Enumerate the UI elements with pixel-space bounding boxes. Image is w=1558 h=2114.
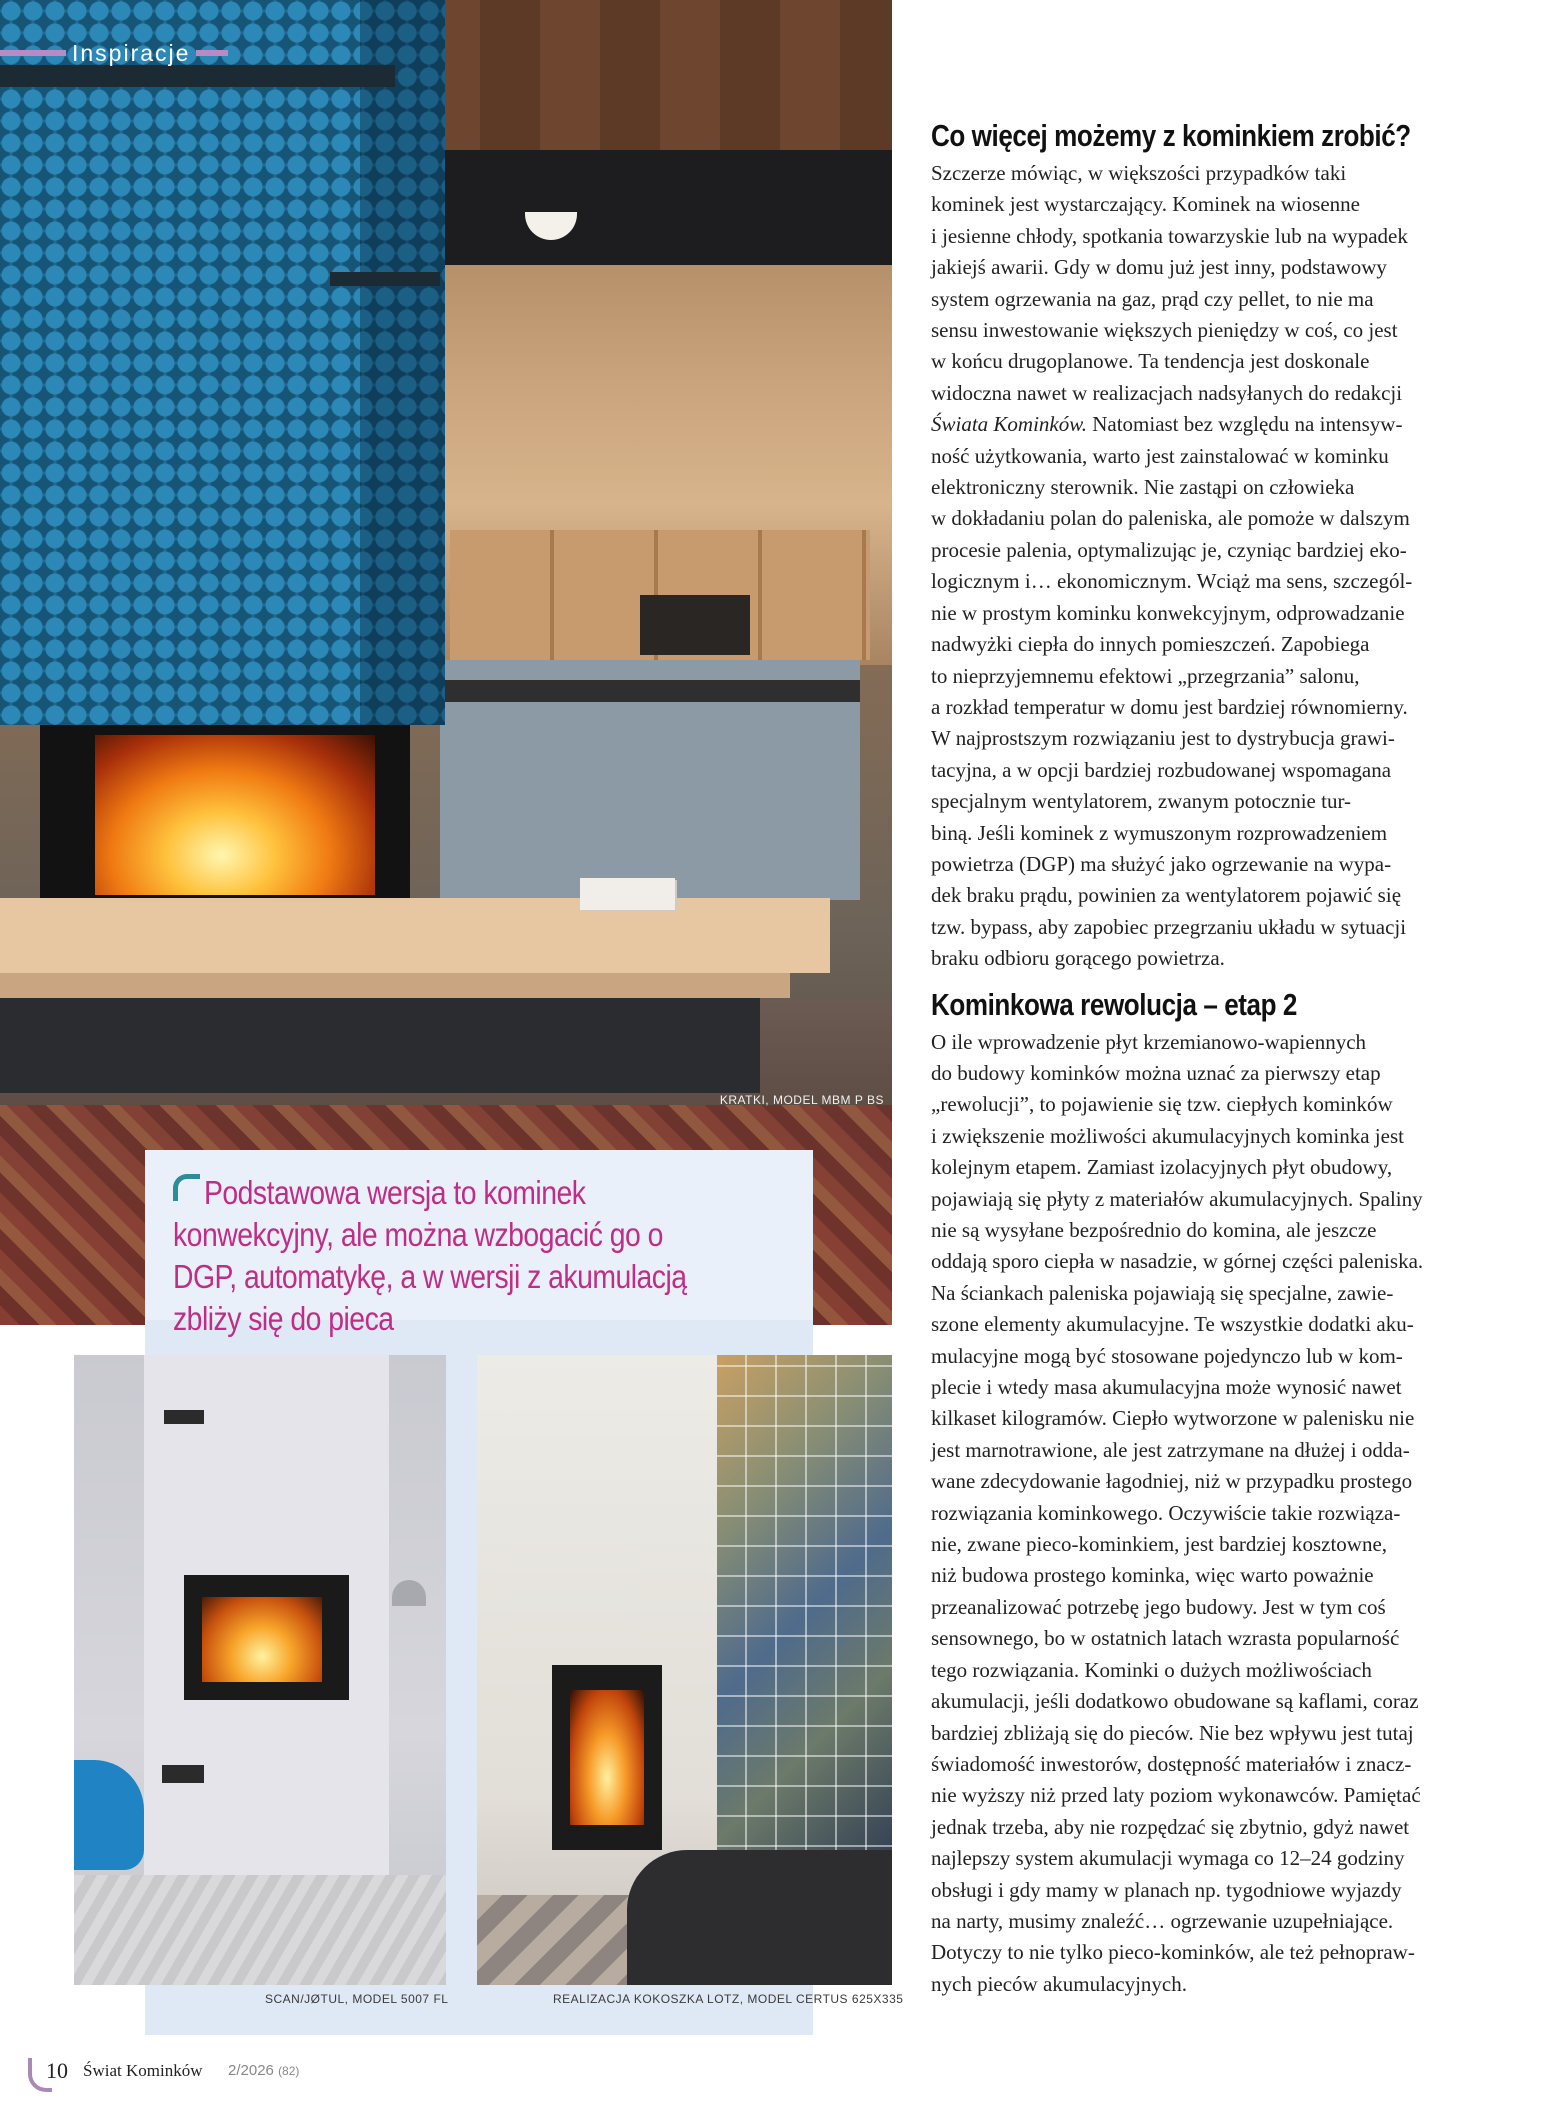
article-line: jednak trzeba, aby nie rozpędzać się zbytnio, gdyż nawet bbox=[931, 1814, 1410, 1839]
article-line: Dotyczy to nie tylko pieco-kominków, ale też pełnopraw- bbox=[931, 1940, 1415, 1965]
fire-flames bbox=[95, 735, 375, 895]
article-line: wane zdecydowanie łagodniej, niż w przypadku prostego bbox=[931, 1469, 1413, 1494]
pillar-capital bbox=[0, 65, 395, 87]
article-line: jest marnotrawione, ale jest zatrzymane na dłużej i odda- bbox=[931, 1437, 1410, 1462]
article-line: w końcu drugoplanowe. Ta tendencja jest doskonale bbox=[931, 349, 1370, 374]
article-line: najlepszy system akumulacji wymaga co 12–24 godziny bbox=[931, 1846, 1405, 1871]
article-line: nie, zwane pieco-kominkiem, jest bardziej kosztowne, bbox=[931, 1532, 1388, 1557]
article-line: sensownego, bo w ostatnich latach wzrasta popularność bbox=[931, 1626, 1400, 1651]
article-line: „rewolucji”, to pojawienie się tzw. ciepłych kominków bbox=[931, 1092, 1393, 1117]
article-line: rozwiązania kominkowego. Oczywiście takie rozwiąza- bbox=[931, 1500, 1401, 1525]
photo2-fire bbox=[570, 1690, 644, 1825]
article-line: O ile wprowadzenie płyt krzemianowo-wapiennych bbox=[931, 1029, 1367, 1054]
hero-photo bbox=[0, 0, 892, 1325]
article-paragraph bbox=[931, 1027, 1479, 2001]
article-line: system ogrzewania na gaz, prąd czy pellet, to nie ma bbox=[931, 286, 1374, 311]
photo2-firebox bbox=[552, 1665, 662, 1850]
article-line: kolejnym etapem. Zamiast izolacyjnych płyt obudowy, bbox=[931, 1155, 1393, 1180]
photo2-floor bbox=[477, 1895, 637, 1985]
article-line: świadomość inwestorów, dostępność materiałów i znacz- bbox=[931, 1751, 1412, 1776]
issue-number: (82) bbox=[278, 2064, 300, 2078]
section-heading: Kominkowa rewolucja – etap 2 bbox=[931, 986, 1297, 1022]
bench-edge bbox=[0, 973, 790, 998]
article-line: nie wyższy niż przed laty poziom wykonawców. Pamiętać bbox=[931, 1783, 1421, 1808]
page-number: 10 bbox=[46, 2058, 68, 2083]
section-tag-label: Inspiracje bbox=[72, 39, 191, 66]
magazine-title-italic: Świata Kominków. bbox=[931, 412, 1087, 437]
photo2-tile-wall bbox=[717, 1355, 892, 1875]
article-line: plecie i wtedy masa akumulacyjna może wynosić nawet bbox=[931, 1375, 1402, 1400]
issue-date: 2/2026 bbox=[228, 2062, 274, 2079]
article-line: obsługi i gdy mamy w planach np. tygodniowe wyjazdy bbox=[931, 1877, 1402, 1902]
fireplace-bench bbox=[0, 898, 830, 973]
article-line: do budowy kominków można uznać za pierwszy etap bbox=[931, 1060, 1381, 1085]
photo1-blue-chair bbox=[74, 1760, 144, 1870]
magazine-name: Świat Kominków bbox=[83, 2061, 203, 2080]
article-line: ność użytkowania, warto jest zainstalować w kominku bbox=[931, 443, 1389, 468]
article-line: W najprostszym rozwiązaniu jest to dystrybucja grawi- bbox=[931, 726, 1395, 751]
article-line: nych pieców akumulacyjnych. bbox=[931, 1971, 1187, 1996]
photo1-caption: SCAN/JØTUL, MODEL 5007 FL bbox=[265, 1992, 449, 2006]
article-line: tego rozwiązania. Kominki o dużych możliwościach bbox=[931, 1657, 1372, 1682]
article-line: nie w prostym kominku konwekcyjnym, odprowadzanie bbox=[931, 600, 1405, 625]
article-line: jakiejś awarii. Gdy w domu już jest inny, podstawowy bbox=[931, 255, 1387, 280]
article-line: szone elementy akumulacyjne. Te wszystkie dodatki aku- bbox=[931, 1312, 1414, 1337]
article-line: kominek jest wystarczający. Kominek na wiosenne bbox=[931, 192, 1361, 217]
photo1-fire bbox=[202, 1597, 322, 1682]
pillar-shade bbox=[360, 0, 445, 725]
article-line: dek braku prądu, powinien za wentylatorem pojawić się bbox=[931, 883, 1402, 908]
article-line: elektroniczny sterownik. Nie zastąpi on człowieka bbox=[931, 475, 1355, 500]
article-line: sensu inwestowanie większych pieniędzy w coś, co jest bbox=[931, 318, 1398, 343]
article-line: widoczna nawet w realizacjach nadsyłanych do redakcji bbox=[931, 380, 1403, 405]
article-line: oddają sporo ciepła w nasadzie, w górnej części paleniska. bbox=[931, 1249, 1424, 1274]
article-paragraph bbox=[931, 158, 1479, 975]
article-line: kilkaset kilogramów. Ciepło wytworzone w palenisku nie bbox=[931, 1406, 1415, 1431]
photo2-caption: REALIZACJA KOKOSZKA LOTZ, MODEL CERTUS 625X335 bbox=[553, 1992, 904, 2006]
pillar-ledge bbox=[330, 272, 440, 286]
photo1-firebox bbox=[184, 1575, 349, 1700]
article-line: na narty, musimy znaleźć… ogrzewanie uzupełniające. bbox=[931, 1908, 1394, 1933]
article-line: Szczerze mówiąc, w większości przypadków taki bbox=[931, 161, 1347, 185]
microwave bbox=[640, 595, 750, 655]
photo-kokoszka-certus bbox=[477, 1355, 892, 1985]
pull-quote bbox=[145, 1150, 813, 1337]
book-stack bbox=[580, 878, 675, 910]
photo1-vent-top bbox=[164, 1410, 204, 1424]
section-tag-bar-right bbox=[196, 50, 228, 56]
photo-scan-jotul bbox=[74, 1355, 446, 1985]
section-tag bbox=[0, 38, 228, 68]
photo1-rug bbox=[74, 1875, 446, 1985]
fireplace-firebox bbox=[40, 725, 410, 910]
section-tag-bar-left bbox=[0, 50, 66, 56]
article-line: specjalnym wentylatorem, zwanym potocznie tur- bbox=[931, 789, 1352, 814]
bench-base bbox=[0, 998, 760, 1093]
issue-info bbox=[228, 2062, 299, 2079]
article-line: mulacyjne mogą być stosowane pojedynczo lub w kom- bbox=[931, 1343, 1403, 1368]
kitchen-counter bbox=[440, 680, 860, 702]
article-line: biną. Jeśli kominek z wymuszonym rozprowadzeniem bbox=[931, 820, 1388, 845]
article-line: tacyjna, a w opcji bardziej rozbudowanej wspomagana bbox=[931, 757, 1392, 782]
article-line: procesie palenia, optymalizując je, czyniąc bardziej eko- bbox=[931, 537, 1407, 562]
article-line: powietrza (DGP) ma służyć jako ogrzewanie na wypa- bbox=[931, 851, 1392, 876]
article-line: a rozkład temperatur w domu jest bardziej równomierny. bbox=[931, 694, 1408, 719]
article-line: przeanalizować potrzebę jego budowy. Jest w tym coś bbox=[931, 1594, 1386, 1619]
article-line: pojawiają się płyty z materiałów akumulacyjnych. Spaliny bbox=[931, 1186, 1423, 1211]
article-line: Na ściankach paleniska pojawiają się specjalne, zawie- bbox=[931, 1280, 1394, 1305]
article-column bbox=[931, 118, 1479, 2000]
photo1-vent-bottom bbox=[162, 1765, 204, 1783]
hero-photo-caption: KRATKI, MODEL MBM P BS bbox=[719, 1093, 884, 1107]
section-heading: Co więcej możemy z kominkiem zrobić? bbox=[931, 118, 1411, 153]
photo1-floor-lamp bbox=[392, 1580, 426, 1606]
photo2-ottoman bbox=[627, 1850, 892, 1985]
article-line: Świata Kominków. Natomiast bez względu na intensyw- bbox=[931, 412, 1403, 437]
article-line: i zwiększenie możliwości akumulacyjnych kominka jest bbox=[931, 1123, 1404, 1148]
article-line: to nieprzyjemnemu efektowi „przegrzania” salonu, bbox=[931, 663, 1360, 688]
article-line: braku odbioru gorącego powietrza. bbox=[931, 946, 1225, 971]
pull-quote-text: Podstawowa wersja to kominek konwekcyjny, ale można wzbogacić go o DGP, automatykę, a w wersji z akumulacją zbliży się do pieca bbox=[173, 1174, 687, 1337]
article-line: akumulacji, jeśli dodatkowo obudowane są kaflami, coraz bbox=[931, 1689, 1419, 1714]
article-line: nadwyżki ciepła do innych pomieszczeń. Zapobiega bbox=[931, 632, 1370, 657]
article-line: tzw. bypass, aby zapobiec przegrzaniu układu w sytuacji bbox=[931, 914, 1407, 939]
article-line: logicznym i… ekonomicznym. Wciąż ma sens, szczegól‑ bbox=[931, 569, 1413, 594]
article-line: nie są wysyłane bezpośrednio do komina, ale jeszcze bbox=[931, 1218, 1377, 1242]
article-line: w dokładaniu polan do paleniska, ale pomoże w dalszym bbox=[931, 506, 1410, 531]
article-line: bardziej zbliżają się do pieców. Nie bez wpływu jest tutaj bbox=[931, 1720, 1414, 1745]
article-line: niż budowa prostego kominka, więc warto poważnie bbox=[931, 1563, 1374, 1588]
article-line: i jesienne chłody, spotkania towarzyskie lub na wypadek bbox=[931, 223, 1408, 248]
